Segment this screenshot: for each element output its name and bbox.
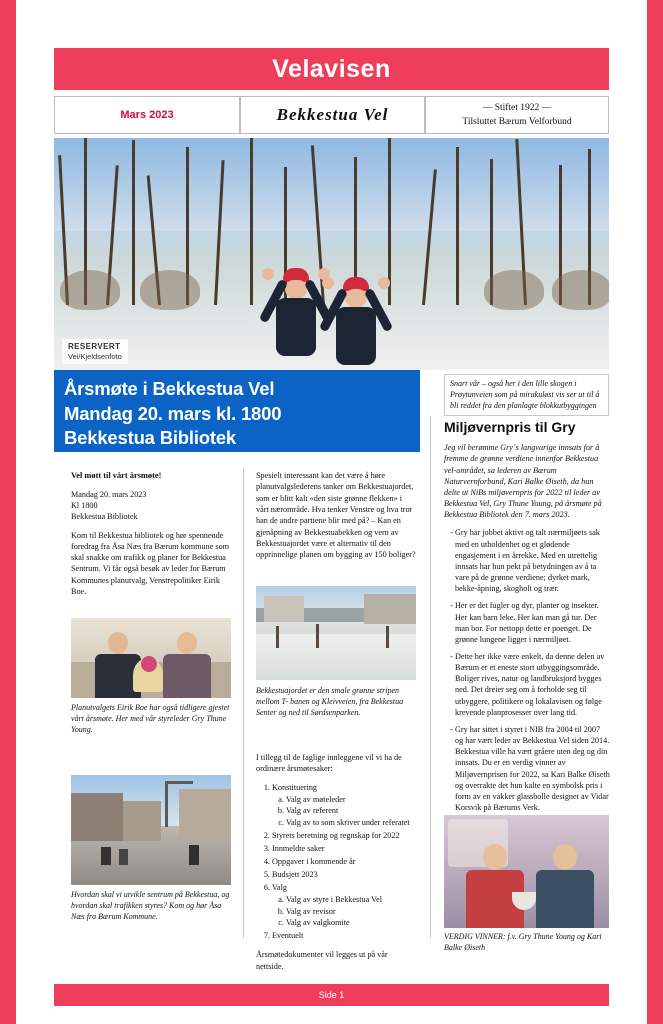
agenda-subitems — [272, 894, 416, 930]
agenda-subitems — [272, 794, 416, 830]
hero-photo — [54, 138, 609, 370]
main-headline — [54, 370, 420, 452]
agenda-item: 2. Styrets beretning og regnskap for 2022 — [272, 830, 416, 842]
article-bullet: - Her er det fugler og dyr, planter og insekter. Her kan barn leke. Her kan man gå tur. Der man bor. For nettopp dette er poenget. De grønne lungene ligger i nærmiljøet. — [455, 600, 610, 645]
agenda-section — [256, 752, 416, 979]
child-figure-right — [336, 277, 376, 365]
agenda-item-label: Konstituering — [272, 782, 318, 792]
page-content — [16, 0, 647, 1024]
hero-trees — [54, 138, 609, 370]
agenda-item — [272, 782, 416, 830]
affiliation: Tilsluttet Bærum Velforbund — [462, 117, 572, 127]
hero-photo-caption: Snart vår – også her i den lille skogen i Prøytunveien som på mirakuløst vis ser ut til å bli reddet fra den planlagte blokkutbyggingen — [444, 374, 609, 416]
left-margin-bar — [0, 0, 16, 1024]
founded-info — [425, 96, 609, 134]
col1-meeting-date: Mandag 20. mars 2023 — [71, 489, 147, 499]
photo-verdig-vinner — [444, 815, 609, 928]
agenda-item: 4. Oppgaver i kommende år — [272, 856, 416, 868]
agenda-subitem: b. Valg av revisor — [286, 906, 416, 918]
agenda-item: 7. Eventuelt — [272, 930, 416, 942]
article-heading-miljovernpris: Miljøvernpris til Gry — [444, 419, 576, 435]
masthead — [54, 48, 609, 90]
photo-credit-line1: RESERVERT — [68, 341, 121, 351]
article-ingress: Jeg vil berømme Gry´s langvarige innsats for å fremme de grønne verdiene innenfor Bekkestua vel-området, sa lederen av Bærum Naturvernforbund, Kari Balke Øiseth, da hun delte ut NiBs miljøvernpris for 2022 til leder av Bekkestua Vel, Gry Thune Young, på årsmøte på Bekkestua Bibliotek den 7. mars 2023. — [444, 443, 602, 520]
column-two — [256, 470, 416, 568]
publisher-logo — [240, 96, 425, 134]
column-three — [444, 418, 610, 837]
right-margin-bar — [647, 0, 663, 1024]
agenda-subitem: b. Valg av referent — [286, 805, 416, 817]
photo-credit — [62, 339, 128, 364]
headline-line-1: Årsmøte i Bekkestua Vel — [64, 378, 275, 399]
article-bullet: - Dette her ikke være enkelt, da denne delen av Bærum er et eneste stort utbyggingsområde. Boliger rives, natur og landbruksjord bygges ned. Det dreier seg om å forholde seg til utbyggere, politikere og lokalavisen og følge krevende planprosesser over lang tid. — [455, 651, 610, 718]
col1-body: Kom til Bekkestua bibliotek og hør spennende foredrag fra Åsa Næs fra Bærum kommune som skal snakke om trafikk og planer for Bekkestua Sentrum. Vi får også besøk av leder for Bærum Kommunes planutvalg, Venstrepolitiker Eirik Boe. — [71, 530, 230, 597]
photo-bekkestuajordet — [256, 586, 416, 680]
photo-eirik-boe-gry-caption: Planutvalgets Eirik Boe har også tidligere gjestet vårt årsmøte. Her med vår styreleder Gry Thune Young. — [71, 703, 230, 734]
photo-bekkestua-sentrum-caption: Hvordan skal vi utvikle sentrum på Bekkestua, og hvordan skal trafikken styres? Kom og hør Åsa Næs fra Bærum Kommune. — [71, 890, 230, 921]
headline-line-3: Bekkestua Bibliotek — [64, 427, 237, 449]
agenda-subitem: c. Valg av to som skriver under referatet — [286, 817, 416, 829]
page-number: Side 1 — [318, 990, 345, 1000]
agenda-item: 3. Innmeldte saker — [272, 843, 416, 855]
article-bullet-list — [444, 527, 610, 813]
col1-meeting-place: Bekkestua Bibliotek — [71, 512, 138, 522]
article-bullet: - Gry har jobbet aktivt og talt nærmiljøets sak med en utholdenhet og et glødende engasjement i en årrekke. Med en utrettelig innsats har hun pekt på betydningen av å ta vare på de grønne verdiene; dyrket mark, bekke-åpning, skogholt og trær. — [455, 527, 610, 594]
photo-verdig-vinner-caption: VERDIG VINNER: f.v. Gry Thune Young og Kari Balke Øiseth — [444, 932, 602, 952]
photo-bekkestua-sentrum — [71, 775, 231, 885]
article-bullet: - Gry har sittet i styret i NIB fra 2004 til 2007 og har vært leder av Bekkestua Vel siden 2014. Bekkestua ville ha vært gråere uten deg og din innsats. Du er en verdig vinner av Miljøvernprisen for 2022, sa Kari Balke Øiseth og overrakte det hun kalte en symbolsk pris i form av en vakker glassbolle designet av Vidar Korsvik på Bærums Verk. — [455, 724, 610, 813]
photo-eirik-boe-gry — [71, 618, 231, 698]
agenda-item — [272, 882, 416, 930]
child-figure-left — [276, 268, 316, 356]
column-rule-2 — [430, 416, 431, 938]
agenda-item: 5. Budsjett 2023 — [272, 869, 416, 881]
page-footer — [54, 984, 609, 1006]
masthead-title: Velavisen — [272, 54, 391, 83]
column-one — [71, 470, 231, 604]
info-strip — [54, 96, 609, 134]
col1-lead: Vel møtt til vårt årsmøte! — [71, 471, 162, 480]
agenda-list — [256, 782, 416, 943]
founded-year: — Stiftet 1922 — — [482, 102, 552, 113]
photo-credit-line2: Vei/Kjeldsenfoto — [68, 351, 122, 361]
agenda-subitem: a. Valg av møteleder — [286, 794, 416, 806]
agenda-closing: Årsmøtedokumenter vil legges ut på vår nettside. — [256, 950, 388, 971]
agenda-intro: I tillegg til de faglige innleggene vil vi ha de ordinære årsmøtesaker: — [256, 753, 402, 774]
agenda-item-label: Valg — [272, 882, 288, 892]
publisher-logo-text: Bekkestua Vel — [276, 105, 389, 124]
headline-line-2: Mandag 20. mars kl. 1800 — [64, 402, 282, 424]
col2-body: Spesielt interessant kan det være å høre planutvalgslederens tanker om Bekkestuajordet, som er blitt kalt «den siste grønne flekken» i vårt nærområde. Hva tenker Venstre og hva tror han de andre partiene blir med på? – Kan en gjenåpning av Bekkestuabekken og vern av Bekkestuajordet være et alternativ til den opprinnelige planen om bygging av 150 boliger? — [256, 471, 416, 560]
agenda-subitem: a. Valg av styre i Bekkestua Vel — [286, 894, 416, 906]
col1-meeting-time: Kl 1800 — [71, 500, 98, 510]
photo-bekkestuajordet-caption: Bekkestuajordet er den smale grønne stripen mellom T- banen og Kleivveien, fra Bekkestua Senter og ned til Sørdsenparken. — [256, 686, 404, 717]
issue-date: Mars 2023 — [54, 96, 240, 134]
column-rule-1 — [243, 468, 244, 938]
agenda-subitem: c. Valg av valgkomite — [286, 917, 416, 929]
